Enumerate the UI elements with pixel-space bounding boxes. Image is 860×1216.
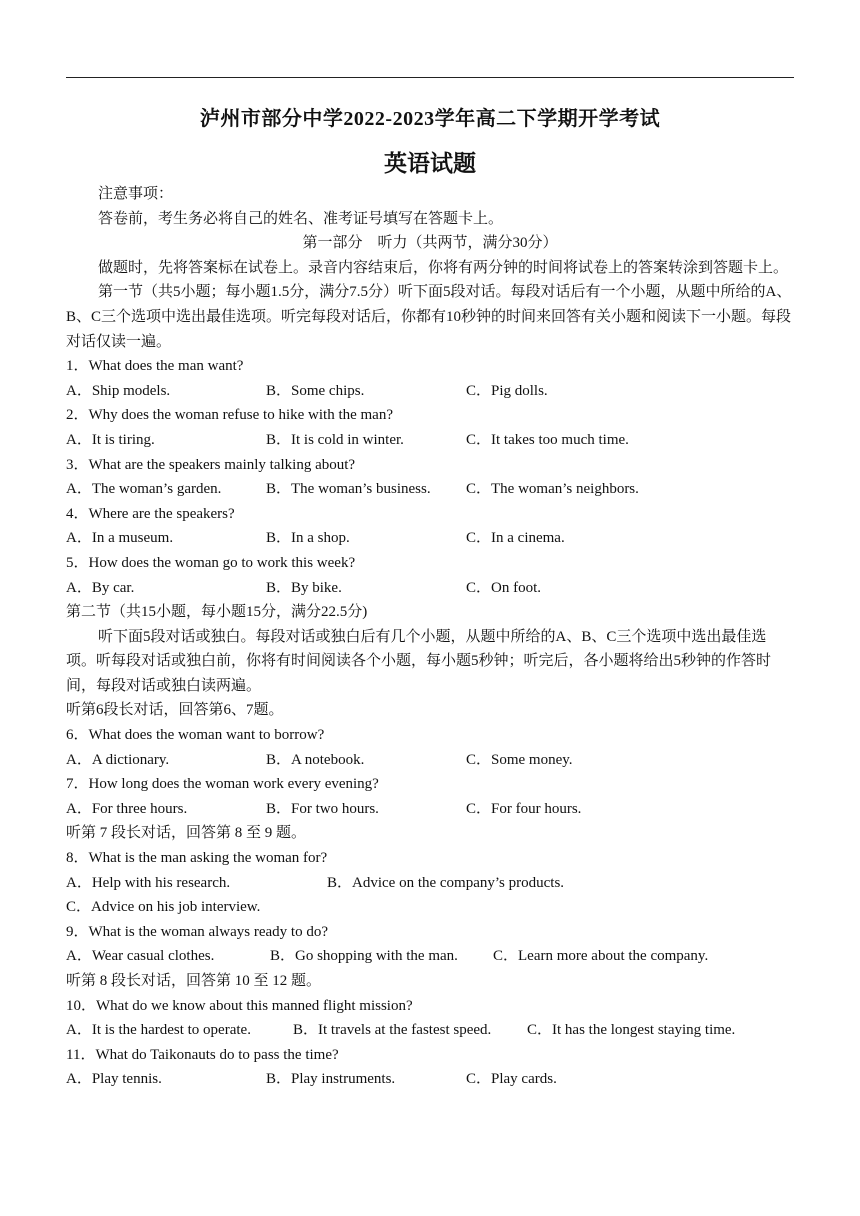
option-c: C．It has the longest staying time. [527,1022,736,1039]
option-a: A．Help with his research. [66,874,231,891]
question-options [66,526,794,551]
question-stem: 10．What do we know about this manned flight mission? [66,997,413,1014]
option-a: A．It is the hardest to operate. [66,1022,251,1039]
option-c: C．The woman’s neighbors. [466,481,639,498]
question-stem: 2．Why does the woman refuse to hike with the man? [66,407,393,424]
notice-heading: 注意事项： [98,186,174,202]
question-options [66,428,794,453]
option-a: A．A dictionary. [66,751,170,768]
question-stem: 1．What does the man want? [66,358,244,375]
question-options [66,797,794,822]
question-stem: 6．What does the woman want to borrow? [66,727,325,744]
dialog-heading: 听第6段长对话，回答第6、7题。 [66,702,284,719]
dialog-heading: 听第 8 段长对话，回答第 10 至 12 题。 [66,973,322,989]
question-stem: 4．Where are the speakers? [66,505,235,522]
exam-subject: 英语试题 [384,151,476,176]
option-b: B．Some chips. [266,382,365,399]
section2-instruction: 听下面5段对话或独白。每段对话或独白后有几个小题，从题中所给的A、B、C三个选项中选出最佳选项。听每段对话或独白前，你将有时间阅读各个小题，每小题5秒钟；听完后，各小题将给出5秒钟的作答时间，每段对话或独白读两遍。 [66,628,772,694]
option-c: C．Learn more about the company. [493,948,709,965]
exam-title: 泸州市部分中学2022-2023学年高二下学期开学考试 [199,108,661,130]
option-a: A．In a museum. [66,530,174,547]
section1-instruction: 第一节（共5小题；每小题1.5分，满分7.5分）听下面5段对话。每段对话后有一个小题，从题中所给的A、B、C三个选项中选出最佳选项。听完每段对话后，你都有10秒钟的时间来回答有关小题和阅读下一小题。每段对话仅读一遍。 [66,284,792,350]
dialog-heading: 听第 7 段长对话，回答第 8 至 9 题。 [66,825,307,842]
option-a: A．The woman’s garden. [66,481,222,498]
option-b: B．By bike. [266,579,342,596]
option-b: B．Go shopping with the man. [270,948,458,965]
option-b: B．The woman’s business. [266,481,431,498]
option-b: B．A notebook. [266,751,365,768]
question-options [66,944,794,969]
part1-instruction: 做题时，先将答案标在试卷上。录音内容结束后，你将有两分钟的时间将试卷上的答案转涂到答题卡上。 [98,259,789,276]
question-options [66,748,794,773]
question-stem: 11．What do Taikonauts do to pass the time? [66,1046,339,1063]
exam-body [66,182,794,1092]
question-options [66,1018,794,1043]
question-options [66,477,794,502]
option-a: A．Ship models. [66,382,171,399]
question-stem: 9．What is the woman always ready to do? [66,923,329,940]
option-b: B．Play instruments. [266,1071,396,1088]
question-stem: 5．How does the woman go to work this week? [66,554,356,571]
question-stem: 7．How long does the woman work every evening? [66,776,379,793]
question-options [66,576,794,601]
option-c: C．Pig dolls. [466,382,548,399]
option-c: C．On foot. [466,579,542,596]
option-c: C．For four hours. [466,800,582,817]
question-stem: 3．What are the speakers mainly talking about? [66,456,356,473]
option-b: B．Advice on the company’s products. [327,874,565,891]
option-a: A．It is tiring. [66,431,155,448]
option-b: B．It travels at the fastest speed. [293,1022,492,1039]
question-options [66,1067,794,1092]
option-c: C．Some money. [466,751,573,768]
option-b: B．In a shop. [266,530,350,547]
option-a: A．Wear casual clothes. [66,948,215,965]
notice-item: 答卷前，考生务必将自己的姓名、准考证号填写在答题卡上。 [98,210,504,227]
section2-title: 第二节（共15小题，每小题15分，满分22.5分) [66,604,368,621]
option-c: C．It takes too much time. [466,431,629,448]
option-b: B．For two hours. [266,800,379,817]
option-c: C．In a cinema. [466,530,565,547]
option-a: A．Play tennis. [66,1071,162,1088]
option-a: A．By car. [66,579,135,596]
option-c: C．Play cards. [466,1071,557,1088]
option-c: C．Advice on his job interview. [66,899,261,916]
header-rule [66,77,794,78]
option-a: A．For three hours. [66,800,188,817]
question-stem: 8．What is the man asking the woman for? [66,850,328,867]
question-options [66,871,794,896]
part1-title: 第一部分 听力（共两节，满分30分） [302,235,558,252]
question-options [66,379,794,404]
option-b: B．It is cold in winter. [266,431,404,448]
